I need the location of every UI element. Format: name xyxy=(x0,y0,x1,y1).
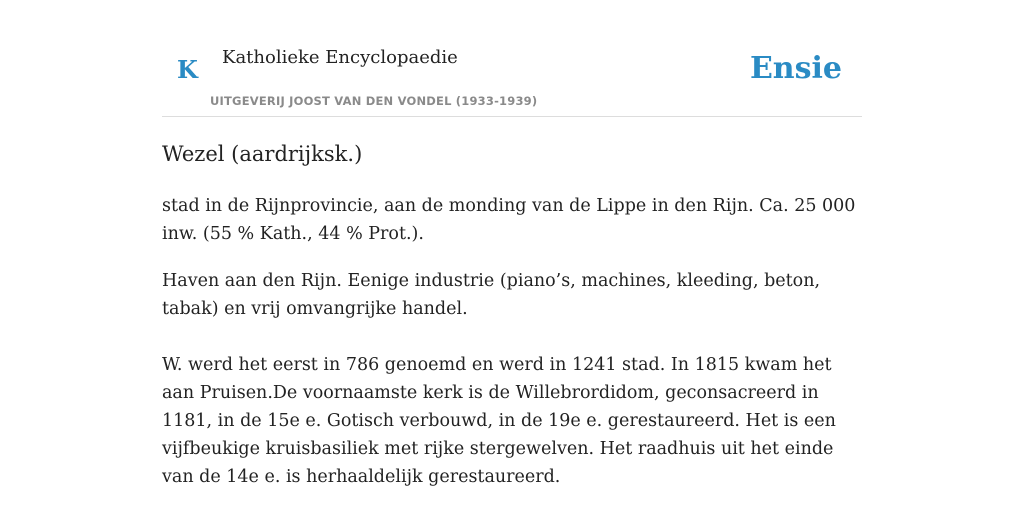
entry-paragraph: stad in de Rijnprovincie, aan de monding van de Lippe in den Rijn. Ca. 25 000 inw. (55 % Kath., 44 % Prot.). xyxy=(162,196,856,244)
publication-title[interactable]: Katholieke Encyclopaedie xyxy=(222,47,458,68)
entry-content xyxy=(162,138,862,491)
entry-title: Wezel (aardrijksk.) xyxy=(162,142,363,166)
entry-paragraph: W. werd het eerst in 786 genoemd en werd in 1241 stad. In 1815 kwam het aan Pruisen.De voornaamste kerk is de Willebrordidom, geconsacreerd in 1181, in de 15e e. Gotisch verbouwd, in de 19e e. gerestaureerd. Het is een vijfbeukige kruisbasiliek met rijke stergewelven. Het raadhuis uit het einde van de 14e e. is herhaaldelijk gerestaureerd. xyxy=(162,355,836,487)
ensie-logo[interactable]: Ensie xyxy=(749,51,842,86)
site-header xyxy=(162,0,862,117)
entry-paragraph: Haven aan den Rijn. Eenige industrie (piano’s, machines, kleeding, beton, tabak) en vrij omvangrijke handel. xyxy=(162,271,821,319)
publication-logo[interactable]: K xyxy=(177,55,198,84)
publisher-subtitle: UITGEVERIJ JOOST VAN DEN VONDEL (1933-1939) xyxy=(210,94,538,108)
